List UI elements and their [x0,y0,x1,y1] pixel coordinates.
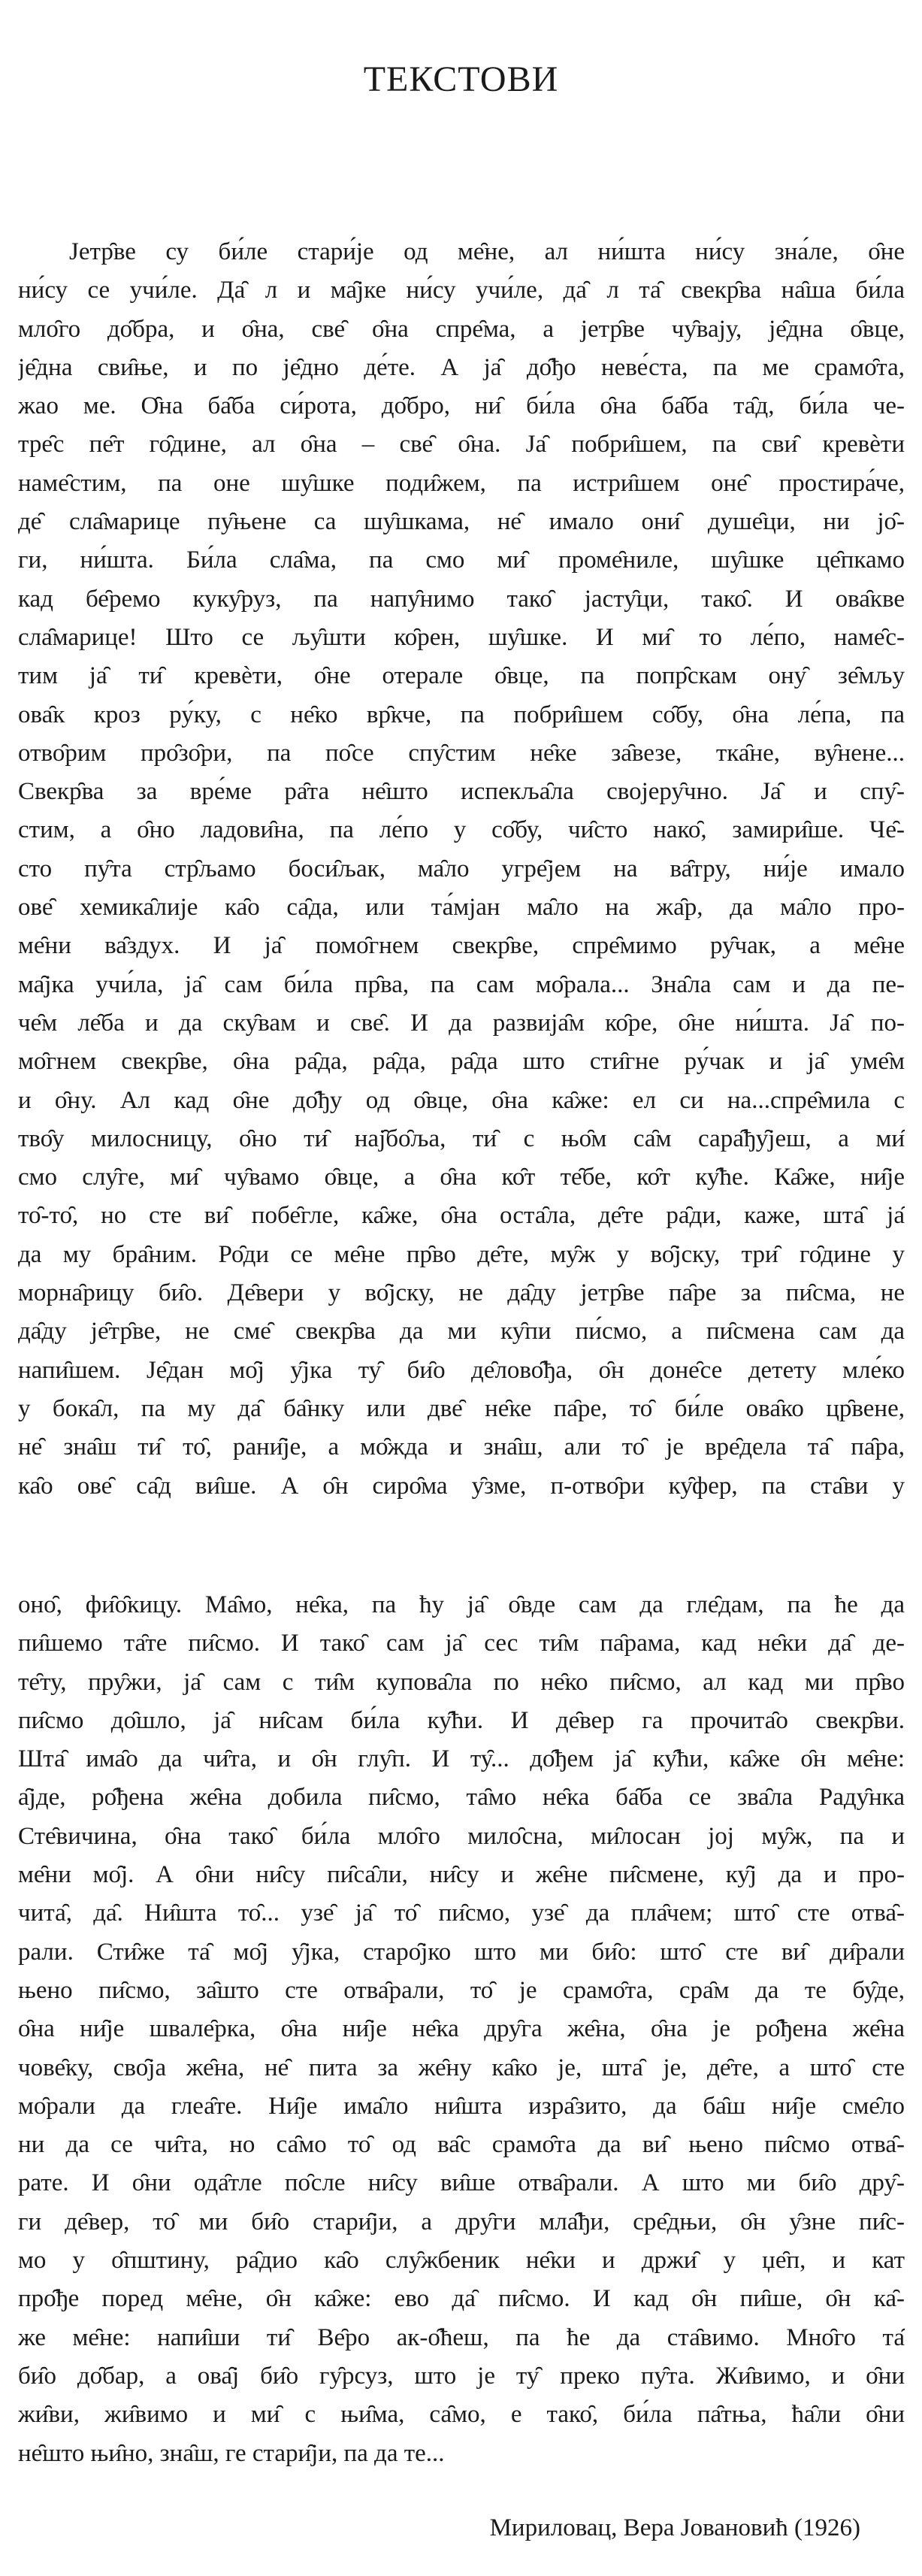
text-line: да̑ду је̑тр̑ве, не сме̑ свекр̑ва да ми ку̑пи пи́смо, а пи̑смена сам да [18,1318,905,1346]
text-line: морна̑рицу би̑о. Де̑вери у во̑јску, не да̑ду јетр̑ве па̑ре за пи̑сма, не [18,1279,905,1307]
text-line: кад бе̑ремо куку̑руз, па напу̑нимо тако̑ јасту̑ци, тако̑. И ова̑кве [18,585,905,613]
text-line: че̑м ле̑ба и да ску̑вам и све̑. И да развија̑м ко̑ре, о̑не ни́шта. Ја̑ по- [18,1009,905,1037]
text-line: смо слу̑ге, ми̑ чу̑вамо о̑вце, а о̑на ко̑т те̑бе, ко̑т ку̑ће. Ка̑же, ни̑је [18,1164,905,1191]
text-line: чове̑ку, сво̑ја же̑на, не̑ пита за же̑ну ка̑ко је, шта̑ је, де̑те, а што̑ сте [18,2054,905,2081]
text-line: про̑ђе поред ме̑не, о̑н ка̑же: ево да̑ пи̑смо. И кад о̑н пи̑ше, о̑н ка̑- [18,2285,905,2313]
text-line: пи̑шемо та̑те пи̑смо. И тако̑ сам ја̑ сес ти̑м па̑рама, кад не̑ки да̑ де- [18,1630,905,1657]
text-line: да му бра̑ним. Ро̑ди се ме̑не пр̑во де̑те, му̑ж у во̑јску, три̑ го̑дине у [18,1240,905,1268]
text-line: пи̑смо до̑шло, ја̑ ни̑сам би́ла ку̑ћи. И де̑вер га прочита̑о свекр̑ви. [18,1706,905,1734]
signature: Мириловац, Вера Јовановић (1926) [489,2514,860,2541]
text-line: наме̑стим, па оне шу̑шке поди̑жем, па истри̑шем оне̑ простира́че, [18,469,905,497]
text-line: ме̑ни мо̑ј. А о̑ни ни̑су пи̑са̑ли, ни̑су и же̑не пи̑смене, ку̑ј да и про- [18,1861,905,1889]
text-line: стим, а о̑но ладови̑на, па ле́по у со̑бу, чи̑сто нако̑, замири̑ше. Че̑- [18,816,905,844]
text-line: не̑што њи̑но, зна̑ш, ге стари̑ји, па да те... [18,2439,445,2467]
text-line: Сте̑вичина, о̑на тако̑ би́ла мло̑го мило̑сна, ми̑лосан јој му̑ж, па и [18,1822,905,1850]
text-line: жао ме. О̑на ба̑ба си́рота, до̑бро, ни̑ би́ла о̑на ба̑ба та̑д, би́ла че- [18,392,905,420]
text-line: сто пу̑та стр̑љамо боси̑љак, ма̑ло угре̑јем на ва̑тру, ни́је имало [18,855,905,882]
text-line: је̑дна сви̑ње, и по је̑дно де́те. А ја̑ до̑ђо неве́ста, па ме срамо̑та, [18,353,905,381]
text-line: де̑ сла̑марице пу̑њене са шу̑шкама, не̑ имало они̑ душе̑ци, ни јо̑- [18,508,905,536]
text-line: сла̑марице! Што се љу̑шти ко̑рен, шу̑шке. И ми̑ то ле́по, наме̑с- [18,623,905,651]
text-line: о̑на ни̑је швале̑рка, о̑на ни̑је не̑ка дру̑га же̑на, о̑на је ро̑ђена же̑на [18,2015,905,2043]
text-line: ги, ни́шта. Би́ла сла̑ма, па смо ми̑ проме̑ниле, шу̑шке це̑пкамо [18,546,905,574]
text-line: тим ја̑ ти̑ кревѐти, о̑не отерале о̑вце, па попр̑скам ону̑ зе̑мљу [18,662,905,690]
text-line: рате. И о̑ни ода̑тле по̑сле ни̑су ви̑ше отва̑рали. А што ми би̑о дру̑- [18,2169,905,2197]
text-line: же ме̑не: напи̑ши ти̑ Ве̑ро ак-о̑ћеш, па ће да ста̑вимо. Мно̑го та̑ [18,2323,905,2351]
text-line: чита̑, да̑. Ни̑шта то̑... узе̑ ја̑ то̑ пи̑смо, узе̑ да пла̑чем; што̑ сте отва̑- [18,1899,905,1927]
text-line: напи̑шем. Је̑дан мо̑ј у̑јка ту̑ би̑о де̑лово̑ђа, о̑н доне̑се детету мле́ко [18,1356,905,1384]
text-line: Шта̑ има̑о да чи̑та, и о̑н глу̑п. И ту̑... до̑ђем ја̑ ку̑ћи, ка̑же о̑н ме̑не: [18,1745,905,1773]
text-line: жи̑ви, жи̑вимо и ми̑ с њи̑ма, са̑мо, е тако̑, би́ла па̑тња, ћа̑ли о̑ни [18,2401,905,2429]
text-line: ова̑к кроз ру́ку, с не̑ко вр̑кче, па побри̑шем со̑бу, о̑на ле́па, па [18,701,905,728]
page-title: ТЕКСТОВИ [363,59,559,99]
text-line: мо̑рали да глеа̑те. Ни̑је има̑ло ни̑шта изра̑зито, да ба̑ш ни̑је сме̑ло [18,2092,905,2120]
text-block-second [18,1586,905,2473]
text-line: у бока̑л, па му да̑ ба̑нку или две̑ не̑ке па̑ре, то̑ би́ле ова̑ко цр̑вене, [18,1394,905,1422]
text-line: мо у о̑пштину, ра̑дио ка̑о слу̑жбеник не̑ки и држи̑ у џе̑п, и кат [18,2247,905,2275]
text-line: а̑јде, ро̑ђена же̑на добила пи̑смо, та̑мо не̑ка ба̑ба се зва̑ла Раду̑нка [18,1784,905,1812]
text-line: ме̑ни ва̑здух. И ја̑ помо̑гнем свекр̑ве, спре̑мимо ру̑чак, а ме̑не [18,932,905,960]
text-line: мо̑гнем свекр̑ве, о̑на ра̑да, ра̑да, ра̑да што сти̑гне ру́чак и ја̑ уме̑м [18,1048,905,1076]
text-line: би̑о до̑бар, а ова̑ј би̑о гу̑рсуз, што је ту̑ преко пу̑та. Жи̑вимо, и о̑ни [18,2362,905,2390]
text-line: ма̑јка учи́ла, ја̑ сам би́ла пр̑ва, па сам мо̑рала... Зна̑ла сам и да пе- [18,970,905,998]
text-line: мло̑го до̑бра, и о̑на, све̑ о̑на спре̑ма, а јетр̑ве чу̑вају, је̑дна о̑вце, [18,315,905,343]
text-line: ни́су се учи́ле. Да̑ л и ма̑јке ни́су учи́ле, да̑ л та̑ свекр̑ва на̑ша би́ла [18,277,905,304]
text-line: Јетр̑ве су би́ле стари́је од ме̑не, ал ни́шта ни́су зна́ле, о̑не [69,238,905,265]
text-line: те̑ту, пру̑жи, ја̑ сам с ти̑м купова̑ла по не̑ко пи̑смо, ал кад ми пр̑во [18,1668,905,1696]
text-line: њено пи̑смо, за̑што сте отва̑рали, то̑ је срамо̑та, сра̑м да те бу̑де, [18,1976,905,2004]
text-line: оно̑, фи̑о̑кицу. Ма̑мо, не̑ка, па ћу ја̑ о̑вде сам да гле̑дам, па ће да [18,1591,905,1618]
text-line: отво̑рим про̑зо̑ри, па по̑се спу̑стим не̑ке за̑везе, тка̑не, ву̑нене... [18,739,905,767]
text-line: не̑ зна̑ш ти̑ то̑, рани̑је, а мо̑жда и зна̑ш, али то̑ је вре̑дела та̑ па̑ра, [18,1433,905,1461]
text-line: рали. Сти̑же та̑ мо̑ј у̑јка, старо̑јко што ми би̑о: што̑ сте ви̑ ди̑рали [18,1938,905,1966]
text-line: ни да се чи̑та, но са̑мо то̑ од ва̑с срамо̑та да ви̑ њено пи̑смо отва̑- [18,2131,905,2159]
text-line: Свекр̑ва за вре́ме ра̑та не̑што испекља̑ла својеру̑чно. Ја̑ и спу̑- [18,778,905,806]
text-line: ги де̑вер, то̑ ми би̑о стари̑ји, а дру̑ги мла̑ђи, сре̑дњи, о̑н у̑зне пи̑с- [18,2208,905,2235]
text-line: ка̑о ове̑ са̑д ви̑ше. А о̑н сиро̑ма у̑зме, п-отво̑ри ку̑фер, па ста̑ви у [18,1472,905,1500]
text-line: ове̑ хемика̑лије ка̑о са̑да, или та́мјан ма̑ло на жа̑р, да ма̑ло про- [18,894,905,922]
text-line: то̑-то̑, но сте ви̑ побе̑гле, ка̑же, о̑на оста̑ла, де̑те ра̑ди, каже, шта̑ ја̑ [18,1202,905,1230]
text-block-first [18,233,905,1506]
text-line: и о̑ну. Ал кад о̑не до̑ђу од о̑вце, о̑на ка̑же: ел си на...спре̑мила с [18,1086,905,1114]
text-line: тре̑с пе̑т го̑дине, ал о̑на – све̑ о̑на. Ја̑ побри̑шем, па сви̑ кревѐти [18,431,905,459]
text-line: тво̑у милосницу, о̑но ти̑ нај̑бо̑ља, ти̑ с њо̑м са̑м сара̑ђу̑јеш, а ми̑ [18,1125,905,1152]
